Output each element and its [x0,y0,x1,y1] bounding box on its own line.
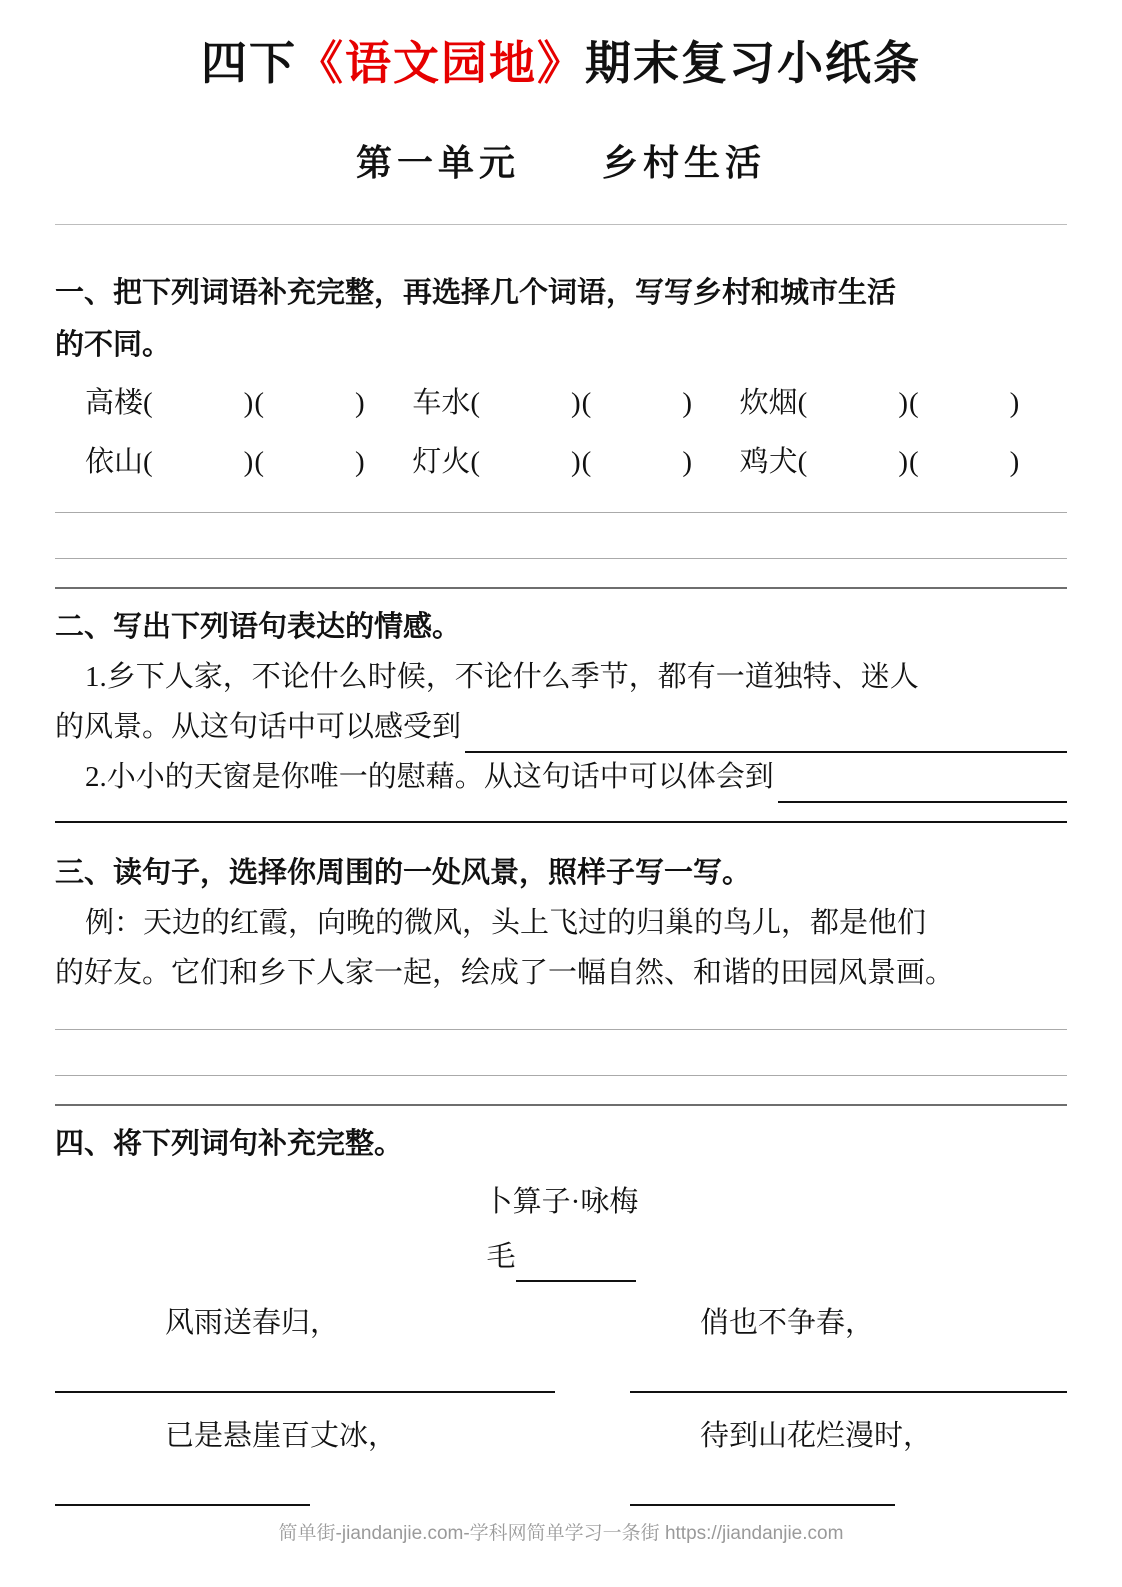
answer-line [55,821,1067,823]
section2-item1-text: 的风景。从这句话中可以感受到 [55,710,462,743]
word-item [412,435,739,490]
answer-blank [465,711,1067,753]
poem-title: 卜算子·咏梅 [483,1185,639,1218]
page-footer: 简单街-jiandanjie.com-学科网简单学习一条街 https://jiandanjie.com [278,1523,844,1544]
section2-item2-text: 2.小小的天窗是你唯一的慰藉。从这句话中可以体会到 [85,760,774,793]
answer-blank [778,761,1067,803]
writing-line [55,558,1067,559]
word-blanks: ( )( ) [143,386,366,419]
word-stem: 依山 [85,445,144,478]
section2-item1-line1: 1.乡下人家，不论什么时候，不论什么季节，都有一道独特、迷人 [85,660,919,693]
word-stem: 灯火 [412,445,471,478]
section2-heading: 二、写出下列语句表达的情感。 [55,610,462,643]
poem-author-prefix: 毛 [486,1240,516,1273]
section3-heading: 三、读句子，选择你周围的一处风景，照样子写一写。 [55,856,752,889]
section2-item1-line2 [55,703,1067,753]
word-stem: 炊烟 [739,386,798,419]
title-prefix: 四下 [201,38,297,89]
unit-subtitle: 第一单元 乡村生活 [355,143,766,184]
word-row-2 [55,435,1067,490]
poem-line: 已是悬崖百丈冰， [165,1420,398,1453]
poem-line: 待到山花烂漫时， [700,1420,933,1453]
poem-line: 风雨送春归， [165,1307,340,1340]
word-stem: 鸡犬 [739,445,798,478]
word-blanks: ( )( ) [797,445,1021,478]
poem-author-line [55,1233,1067,1282]
title-highlight: 《语文园地》 [297,38,585,89]
word-item [740,376,1067,431]
answer-line [55,1391,555,1393]
section1-heading-line1: 一、把下列词语补充完整，再选择几个词语，写写乡村和城市生活 [55,277,897,310]
writing-line [55,512,1067,513]
word-item [85,435,412,490]
section3-example-line2: 的好友。它们和乡下人家一起，绘成了一幅自然、和谐的田园风景画。 [55,956,955,989]
word-row-1 [55,376,1067,431]
word-item [412,376,739,431]
word-blanks: ( )( ) [470,445,693,478]
title-suffix: 期末复习小纸条 [585,38,921,89]
writing-line [55,1075,1067,1076]
section-divider [55,587,1067,589]
section2-item2 [55,753,1067,803]
word-stem: 高楼 [85,386,144,419]
section3-example-line1: 例：天边的红霞，向晚的微风，头上飞过的归巢的鸟儿，都是他们 [85,906,927,939]
word-blanks: ( )( ) [470,386,693,419]
poem-line: 俏也不争春， [700,1307,875,1340]
section1-heading [55,267,1067,371]
section4-heading: 四、将下列词句补充完整。 [55,1127,404,1160]
word-item [740,435,1067,490]
section-divider [55,1104,1067,1106]
section1-heading-line2: 的不同。 [55,329,172,362]
word-blanks: ( )( ) [797,386,1021,419]
word-stem: 车水 [412,386,471,419]
poem-grid [55,1296,1067,1522]
header-divider [55,224,1067,225]
answer-line [55,1504,310,1506]
answer-blank [516,1245,636,1283]
word-item [85,376,412,431]
word-blanks: ( )( ) [143,445,366,478]
answer-line [630,1504,895,1506]
writing-line [55,1029,1067,1030]
page-title [55,36,1067,91]
answer-line [630,1391,1067,1393]
